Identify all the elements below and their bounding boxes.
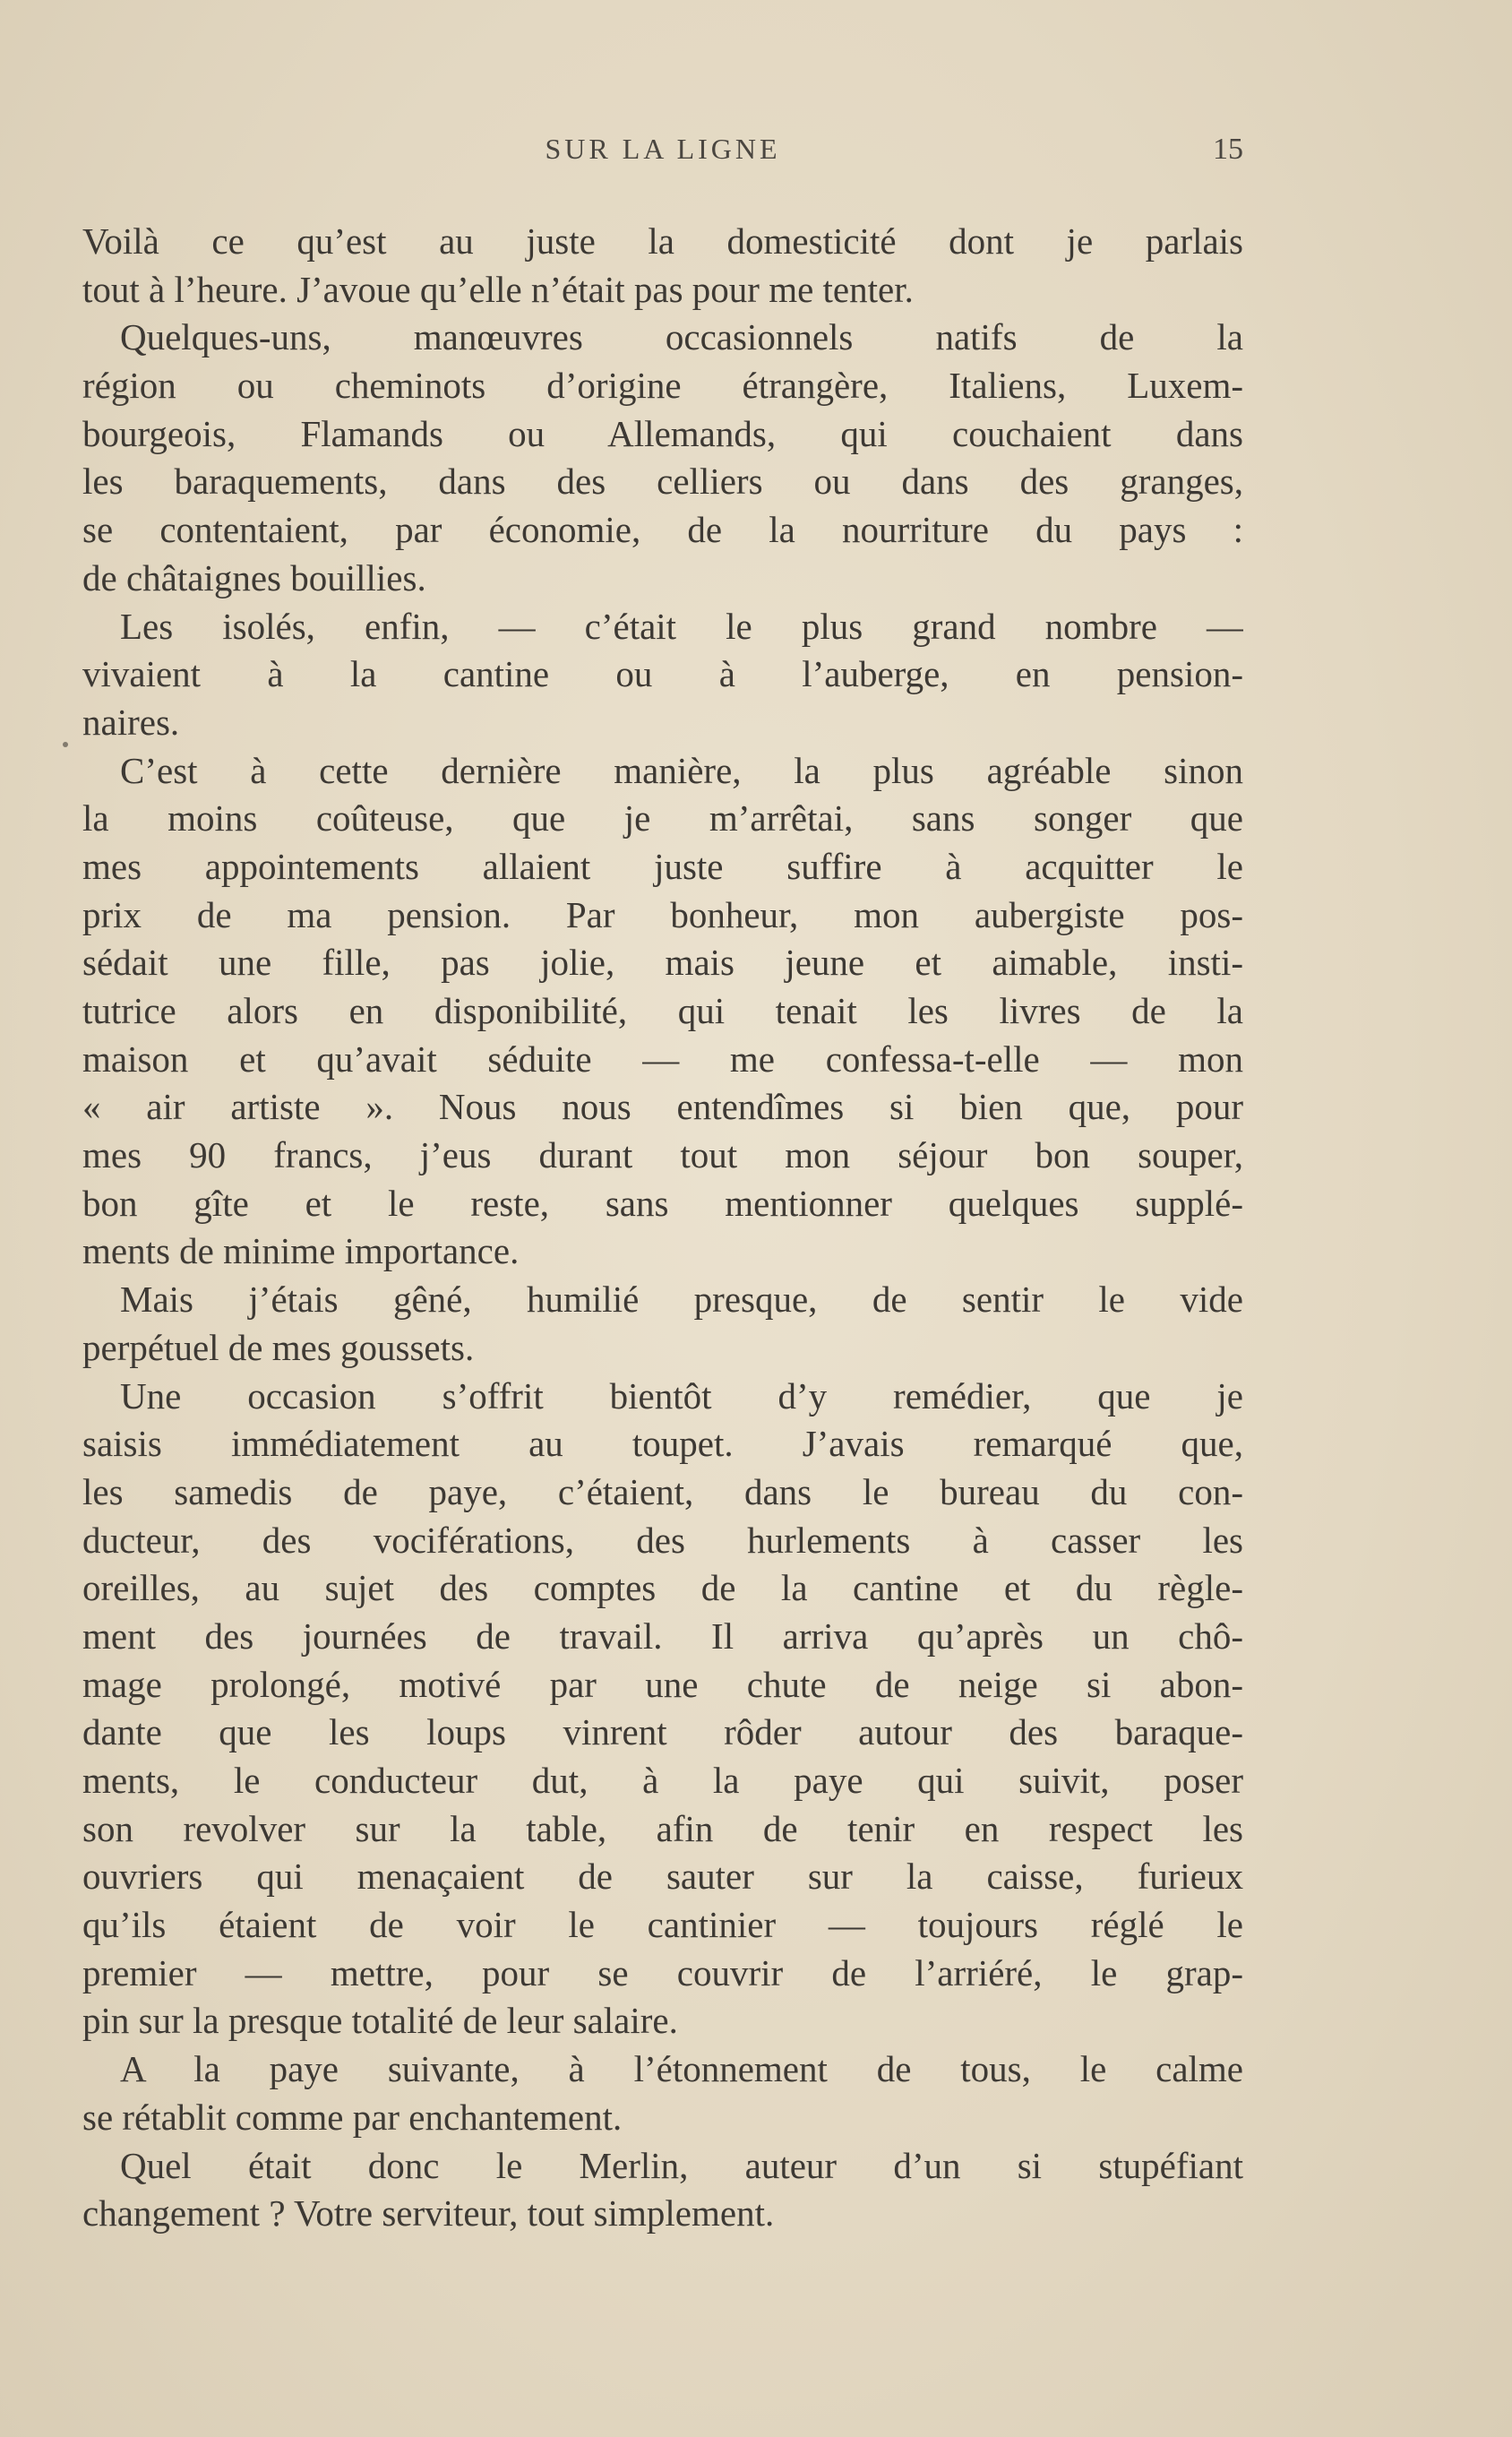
- text-line: les samedis de paye, c’étaient, dans le bureau du con-: [82, 1470, 1243, 1512]
- text-line: prix de ma pension. Par bonheur, mon aubergiste pos-: [82, 893, 1243, 935]
- text-line: maison et qu’avait séduite — me confessa-t-elle — mon: [82, 1038, 1243, 1080]
- text-line: son revolver sur la table, afin de tenir en respect les: [82, 1807, 1243, 1849]
- text-line: bon gîte et le reste, sans mentionner quelques supplé-: [82, 1182, 1243, 1224]
- text-line: les baraquements, dans des celliers ou dans des granges,: [82, 461, 1243, 503]
- text-line: saisis immédiatement au toupet. J’avais remarqué que,: [82, 1423, 1243, 1465]
- page-number: 15: [1213, 133, 1243, 166]
- body-text: [82, 218, 1243, 2238]
- text-line: C’est à cette dernière manière, la plus agréable sinon: [120, 749, 1243, 791]
- text-line: se rétablit comme par enchantement.: [82, 2096, 623, 2138]
- text-line: changement ? Votre serviteur, tout simplement.: [82, 2192, 775, 2235]
- text-line: perpétuel de mes goussets.: [82, 1326, 475, 1368]
- text-line: dante que les loups vinrent rôder autour des baraque-: [82, 1711, 1243, 1753]
- text-line: ducteur, des vociférations, des hurlements à casser les: [82, 1519, 1243, 1561]
- text-line: Les isolés, enfin, — c’était le plus grand nombre —: [120, 605, 1243, 647]
- text-line: de châtaignes bouillies.: [82, 556, 426, 598]
- running-head: [82, 133, 1243, 177]
- text-line: la moins coûteuse, que je m’arrêtai, sans songer que: [82, 797, 1243, 840]
- text-line: mage prolongé, motivé par une chute de neige si abon-: [82, 1663, 1243, 1705]
- text-line: pin sur la presque totalité de leur salaire.: [82, 2000, 678, 2042]
- text-line: ments, le conducteur dut, à la paye qui suivit, poser: [82, 1760, 1243, 1801]
- text-line: région ou cheminots d’origine étrangère, Italiens, Luxem-: [82, 365, 1243, 407]
- text-line: Quel était donc le Merlin, auteur d’un si stupéfiant: [120, 2144, 1243, 2186]
- text-line: oreilles, au sujet des comptes de la cantine et du règle-: [82, 1567, 1243, 1609]
- text-line: tutrice alors en disponibilité, qui tenait les livres de la: [82, 990, 1243, 1031]
- text-line: se contentaient, par économie, de la nourriture du pays :: [82, 509, 1243, 551]
- text-line: premier — mettre, pour se couvrir de l’arriéré, le grap-: [82, 1951, 1243, 1994]
- text-line: tout à l’heure. J’avoue qu’elle n’était pas pour me tenter.: [82, 268, 914, 310]
- text-line: naires.: [82, 701, 180, 743]
- text-line: Quelques-uns, manœuvres occasionnels natifs de la: [120, 316, 1243, 358]
- text-line: Une occasion s’offrit bientôt d’y remédier, que je: [120, 1374, 1243, 1417]
- text-line: vivaient à la cantine ou à l’auberge, en pension-: [82, 653, 1243, 695]
- text-line: mes 90 francs, j’eus durant tout mon séjour bon souper,: [82, 1134, 1243, 1176]
- text-line: Voilà ce qu’est au juste la domesticité dont je parlais: [82, 220, 1243, 262]
- text-line: mes appointements allaient juste suffire à acquitter le: [82, 845, 1243, 887]
- ink-speck: [63, 742, 68, 747]
- text-line: sédait une fille, pas jolie, mais jeune et aimable, insti-: [82, 942, 1243, 984]
- text-line: « air artiste ». Nous nous entendîmes si bien que, pour: [82, 1086, 1243, 1128]
- text-line: ment des journées de travail. Il arriva qu’après un chô-: [82, 1615, 1243, 1657]
- text-line: ouvriers qui menaçaient de sauter sur la caisse, furieux: [82, 1856, 1243, 1898]
- running-title: SUR LA LIGNE: [545, 133, 781, 165]
- text-line: ments de minime importance.: [82, 1230, 520, 1272]
- text-line: qu’ils étaient de voir le cantinier — toujours réglé le: [82, 1904, 1243, 1946]
- text-line: bourgeois, Flamands ou Allemands, qui couchaient dans: [82, 412, 1243, 454]
- text-line: Mais j’étais gêné, humilié presque, de sentir le vide: [120, 1279, 1243, 1321]
- text-line: A la paye suivante, à l’étonnement de tous, le calme: [120, 2048, 1243, 2090]
